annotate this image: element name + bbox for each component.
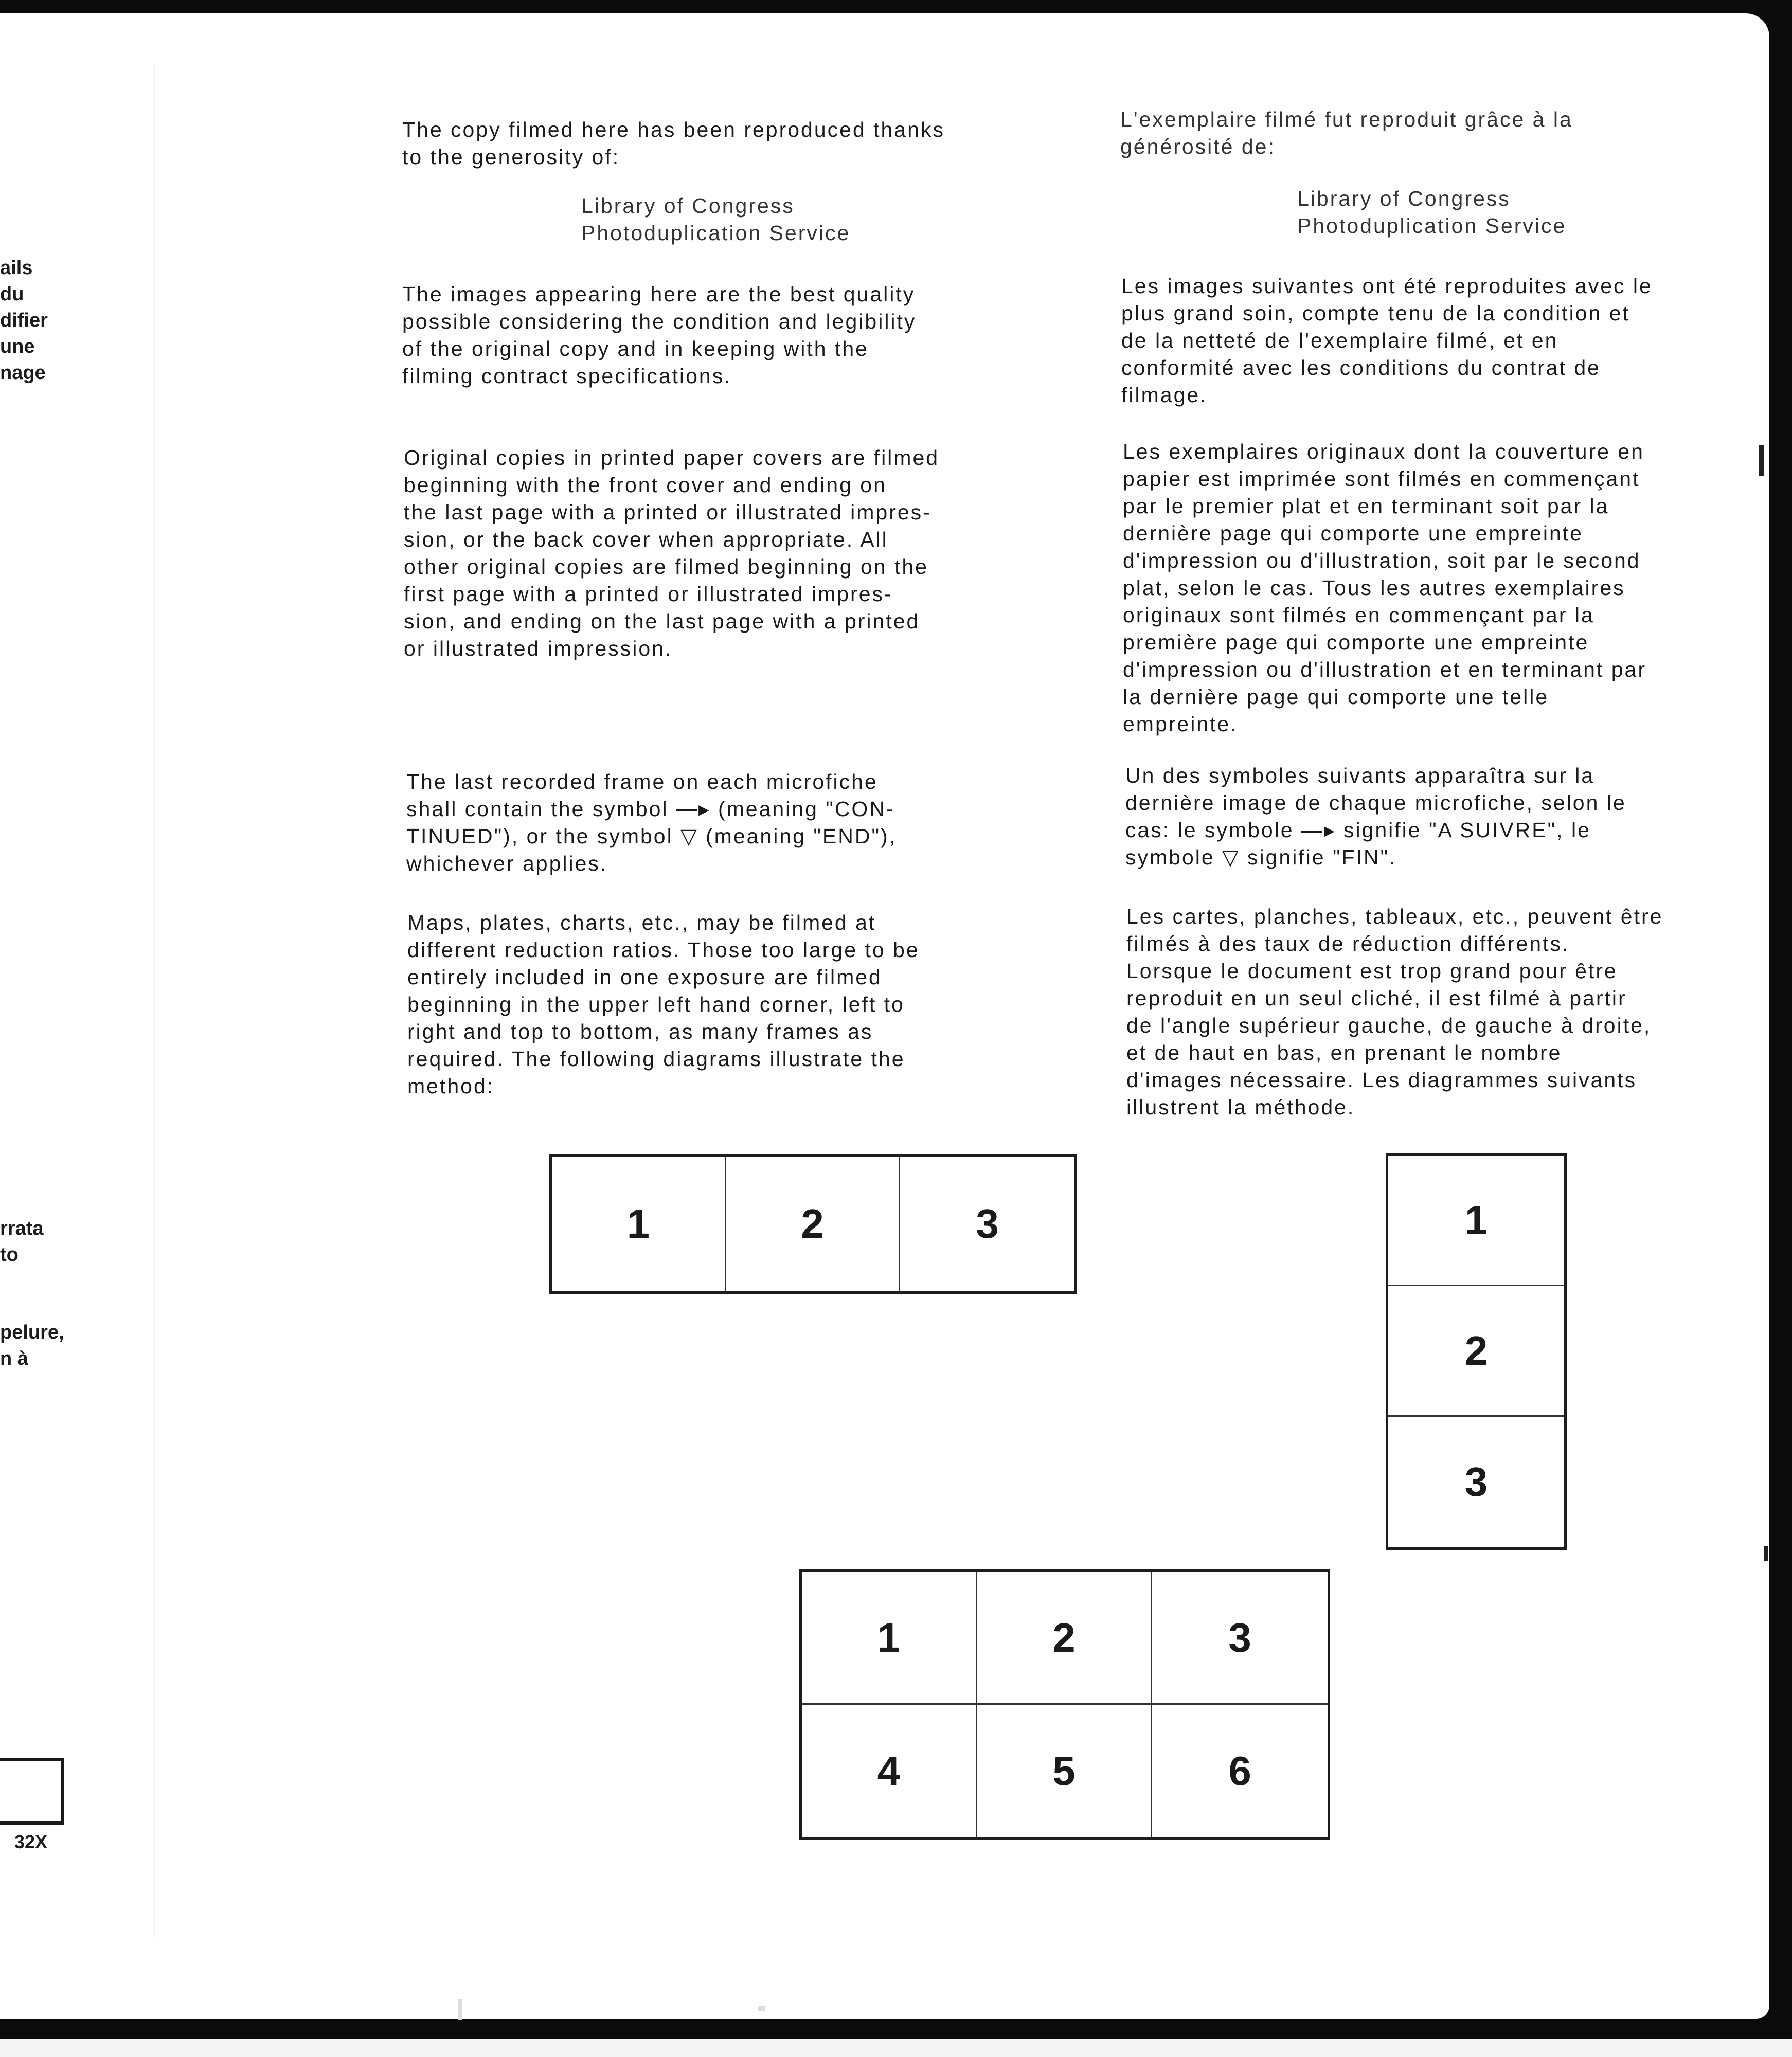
next-frame-edge [0, 2039, 1792, 2057]
text-fragment: shall contain the symbol [406, 797, 676, 821]
text-line: the last page with a printed or illustrated impres- [404, 500, 931, 524]
text-line: d'impression ou d'illustration et en terminant par [1123, 658, 1646, 681]
text-line: Lorsque le document est trop grand pour être [1126, 959, 1618, 983]
text-line: papier est imprimée sont filmés en commençant [1123, 467, 1640, 491]
english-maps-paragraph [407, 909, 920, 1100]
text-line: plus grand soin, compte tenu de la condition et [1121, 301, 1630, 325]
frame-cell: 6 [1228, 1748, 1251, 1794]
text-line: Library of Congress [581, 194, 795, 218]
suivre-arrow-icon: —▸ [1301, 818, 1336, 842]
text-line: originaux sont filmés en commençant par la [1123, 603, 1594, 627]
text-line: Library of Congress [1297, 187, 1511, 210]
text-line: right and top to bottom, as many frames as [407, 1020, 873, 1043]
fragment-line: du [0, 283, 24, 305]
text-line: to the generosity of: [402, 145, 620, 169]
english-library-name [581, 192, 850, 247]
text-line: dernière image de chaque microfiche, selon le [1125, 791, 1626, 815]
fragment-line: nage [0, 362, 46, 384]
frame-cell: 4 [802, 1705, 977, 1837]
text-line: filming contract specifications. [402, 364, 732, 388]
french-covers-paragraph [1123, 438, 1646, 738]
frame-cell: 2 [1388, 1286, 1564, 1417]
scanned-page [0, 13, 1769, 2019]
fragment-line: n à [0, 1348, 28, 1369]
text-line: d'images nécessaire. Les diagrammes suivants [1126, 1068, 1637, 1092]
text-line: other original copies are filmed beginning on the [404, 555, 928, 579]
text-line: de la netteté de l'exemplaire filmé, et en [1121, 329, 1558, 352]
left-edge-fragment-mid [0, 1216, 44, 1268]
scan-speck [458, 1999, 462, 2020]
english-quality-paragraph [402, 281, 916, 390]
text-fragment: TINUED"), or the symbol [406, 824, 681, 848]
text-line: L'exemplaire filmé fut reproduit grâce à la [1120, 107, 1573, 131]
text-line: sion, and ending on the last page with a printed [404, 609, 920, 633]
frame-cell: 1 [1388, 1156, 1564, 1286]
text-line: Photoduplication Service [581, 221, 851, 245]
frame-cell: 3 [976, 1201, 999, 1247]
text-line: Un des symboles suivants apparaîtra sur la [1125, 764, 1595, 787]
french-maps-paragraph [1126, 903, 1663, 1121]
text-fragment: signifie "FIN". [1240, 845, 1397, 869]
text-line [1125, 844, 1626, 871]
french-symbols-paragraph [1125, 762, 1626, 871]
fragment-line: pelure, [0, 1322, 64, 1343]
text-line: Les images suivantes ont été reproduites avec le [1121, 274, 1653, 298]
frame-cell: 1 [552, 1157, 726, 1291]
text-line: par le premier plat et en terminant soit par la [1123, 494, 1609, 518]
end-triangle-icon: ▽ [680, 824, 698, 848]
fragment-line: difier [0, 310, 48, 331]
text-line: possible considering the condition and legibility [402, 310, 917, 333]
text-line: dernière page qui comporte une empreinte [1123, 521, 1583, 545]
text-line: whichever applies. [406, 852, 608, 875]
text-line: of the original copy and in keeping with the [402, 337, 869, 360]
text-line [406, 796, 897, 823]
text-line [406, 823, 897, 850]
text-line [1125, 817, 1626, 844]
text-line: The copy filmed here has been reproduced thanks [402, 118, 945, 141]
text-line: or illustrated impression. [404, 637, 673, 660]
fragment-line: ails [0, 257, 33, 279]
text-line: Original copies in printed paper covers are filmed [404, 446, 940, 470]
scale-label: 32X [14, 1831, 48, 1852]
resolution-target-box [0, 1758, 64, 1825]
text-line: beginning with the front cover and ending on [404, 473, 887, 497]
fin-triangle-icon: ▽ [1222, 845, 1240, 869]
text-line: Les exemplaires originaux dont la couverture en [1123, 440, 1644, 463]
scan-speck [1759, 445, 1764, 476]
frame-cell: 2 [977, 1572, 1153, 1705]
text-line: Photoduplication Service [1297, 214, 1567, 238]
fragment-line: une [0, 336, 35, 357]
diagram-grid-of-six [799, 1569, 1330, 1840]
text-fragment: signifie "A SUIVRE", le [1336, 818, 1591, 842]
text-line: Maps, plates, charts, etc., may be filmed at [407, 911, 876, 934]
english-symbols-paragraph [406, 768, 897, 877]
text-line: different reduction ratios. Those too large to be [407, 938, 920, 962]
text-line: de l'angle supérieur gauche, de gauche à droite, [1126, 1014, 1652, 1037]
english-intro [402, 116, 945, 171]
left-edge-fragment-mid2 [0, 1320, 64, 1372]
french-quality-paragraph [1121, 273, 1653, 409]
text-fragment: (meaning "END"), [698, 824, 897, 848]
text-line: entirely included in one exposure are filmed [407, 965, 882, 989]
diagram-row-of-three [549, 1154, 1077, 1294]
french-intro [1120, 106, 1573, 160]
fragment-line: to [0, 1244, 19, 1266]
text-line: reproduit en un seul cliché, il est filmé à partir [1126, 986, 1627, 1010]
text-line: et de haut en bas, en prenant le nombre [1126, 1041, 1562, 1064]
text-line: beginning in the upper left hand corner, left to [407, 993, 905, 1016]
frame-cell: 3 [1464, 1459, 1488, 1505]
frame-cell: 3 [1152, 1572, 1328, 1705]
text-line: illustrent la méthode. [1126, 1095, 1355, 1119]
page-fold-shadow [154, 65, 155, 1937]
text-line: first page with a printed or illustrated impres- [404, 582, 893, 606]
text-line: plat, selon le cas. Tous les autres exemplaires [1123, 576, 1625, 600]
fragment-line: rrata [0, 1218, 44, 1239]
diagram-column-of-three [1386, 1153, 1567, 1550]
text-line: filmage. [1121, 383, 1208, 407]
text-fragment: (meaning "CON- [710, 797, 895, 821]
text-line: method: [407, 1074, 495, 1098]
text-line: Les cartes, planches, tableaux, etc., peuvent être [1126, 905, 1663, 928]
text-line: required. The following diagrams illustrate the [407, 1047, 905, 1071]
text-line: générosité de: [1120, 135, 1276, 158]
text-fragment: cas: le symbole [1125, 818, 1301, 842]
frame-cell: 5 [977, 1705, 1153, 1837]
text-line: conformité avec les conditions du contrat de [1121, 356, 1601, 380]
text-fragment: symbole [1125, 845, 1223, 869]
text-line: empreinte. [1123, 712, 1238, 736]
continued-arrow-icon: —▸ [675, 797, 711, 821]
scan-speck [1764, 1546, 1768, 1561]
scan-speck [758, 2006, 765, 2011]
text-line: la dernière page qui comporte une telle [1123, 685, 1549, 709]
text-line: The images appearing here are the best quality [402, 282, 916, 306]
left-edge-fragment-top [0, 255, 48, 386]
text-line: sion, or the back cover when appropriate. All [404, 528, 888, 551]
frame-cell: 2 [726, 1157, 901, 1291]
text-line: première page qui comporte une empreinte [1123, 630, 1589, 654]
text-line: d'impression ou d'illustration, soit par le second [1123, 549, 1641, 572]
text-line: filmés à des taux de réduction différents. [1126, 932, 1570, 955]
english-covers-paragraph [404, 444, 939, 662]
frame-cell: 1 [802, 1572, 977, 1705]
text-line: The last recorded frame on each microfiche [406, 770, 878, 793]
french-library-name [1297, 185, 1566, 240]
